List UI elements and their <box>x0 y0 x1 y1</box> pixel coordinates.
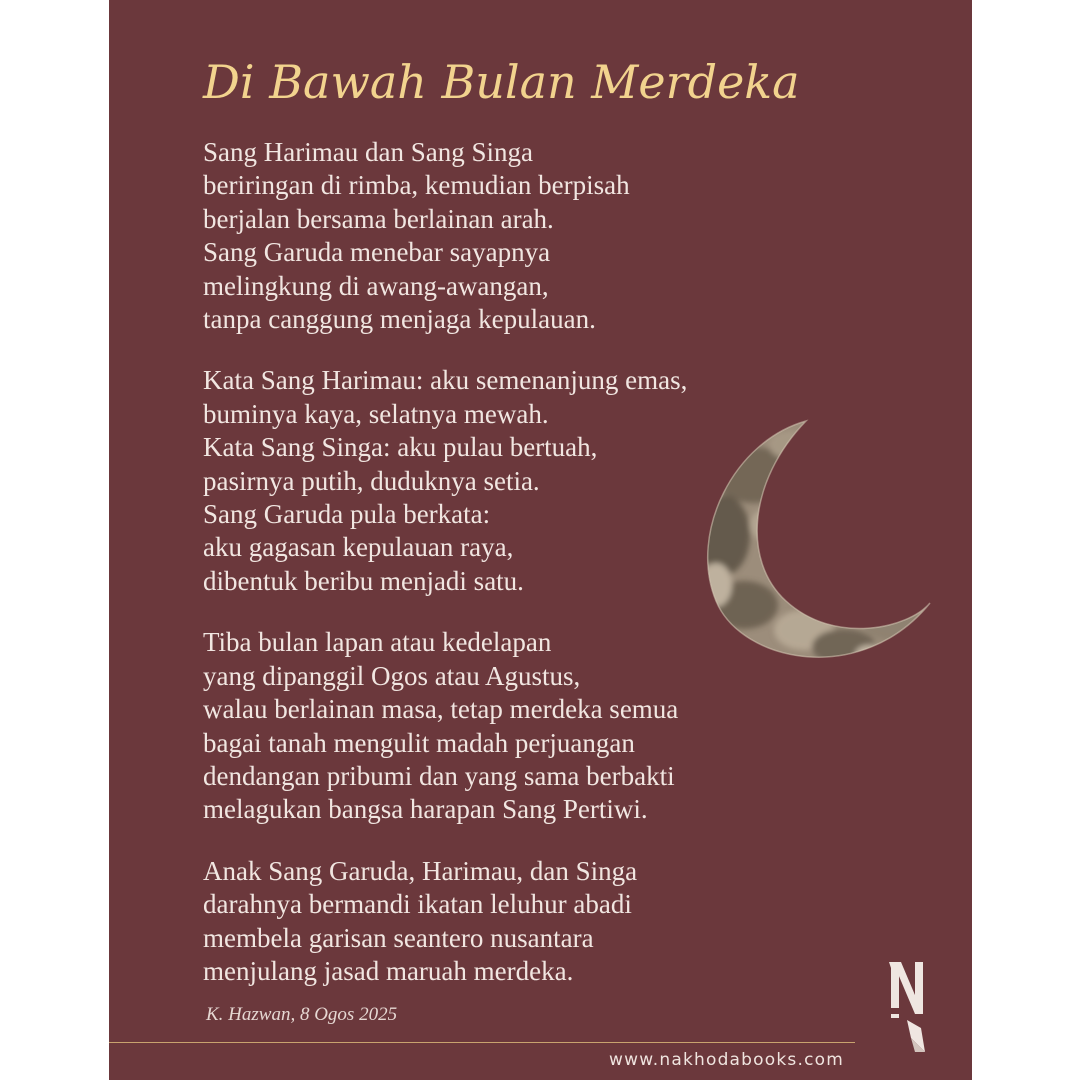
poem-line: pasirnya putih, duduknya setia. <box>203 465 540 496</box>
poem-line: aku gagasan kepulauan raya, <box>203 532 514 563</box>
stanza-4 <box>203 855 803 989</box>
poem-line: buminya kaya, selatnya mewah. <box>203 398 549 429</box>
poem-line: tanpa canggung menjaga kepulauan. <box>203 304 596 335</box>
poem-line: dibentuk beribu menjadi satu. <box>203 565 524 596</box>
poem-line: Sang Harimau dan Sang Singa <box>203 137 533 167</box>
poem-line: Sang Garuda pula berkata: <box>203 499 491 530</box>
poem-line: Tiba bulan lapan atau kedelapan <box>203 627 552 658</box>
nakhoda-n-logo-icon <box>885 958 931 1056</box>
poem-line: Kata Sang Harimau: aku semenanjung emas, <box>203 365 688 396</box>
website-link[interactable]: www.nakhodabooks.com <box>609 1050 844 1070</box>
footer-divider <box>109 1042 855 1043</box>
poem-line: darahnya bermandi ikatan leluhur abadi <box>203 889 632 920</box>
poem-line: Anak Sang Garuda, Harimau, dan Singa <box>203 855 638 886</box>
poem-line: yang dipanggil Ogos atau Agustus, <box>203 660 581 691</box>
poem-line: beriringan di rimba, kemudian berpisah <box>203 170 630 201</box>
stanza-1 <box>203 136 803 336</box>
poem-line: dendangan pribumi dan yang sama berbakti <box>203 760 675 791</box>
poem-card <box>109 0 972 1080</box>
poem-line: melingkung di awang-awangan, <box>203 270 549 301</box>
poem-signature: K. Hazwan, 8 Ogos 2025 <box>206 1004 398 1025</box>
poem-line: menjulang jasad maruah merdeka. <box>203 955 574 986</box>
poem-line: Sang Garuda menebar sayapnya <box>203 237 551 268</box>
poem-line: walau berlainan masa, tetap merdeka semua <box>203 694 679 725</box>
poem-line: bagai tanah mengulit madah perjuangan <box>203 727 635 758</box>
crescent-moon-icon <box>694 415 939 675</box>
poem-title: Di Bawah Bulan Merdeka <box>203 55 800 109</box>
poem-line: membela garisan seantero nusantara <box>203 922 594 953</box>
poem-line: Kata Sang Singa: aku pulau bertuah, <box>203 432 598 463</box>
poem-line: melagukan bangsa harapan Sang Pertiwi. <box>203 794 648 825</box>
poem-line: berjalan bersama berlainan arah. <box>203 203 554 234</box>
